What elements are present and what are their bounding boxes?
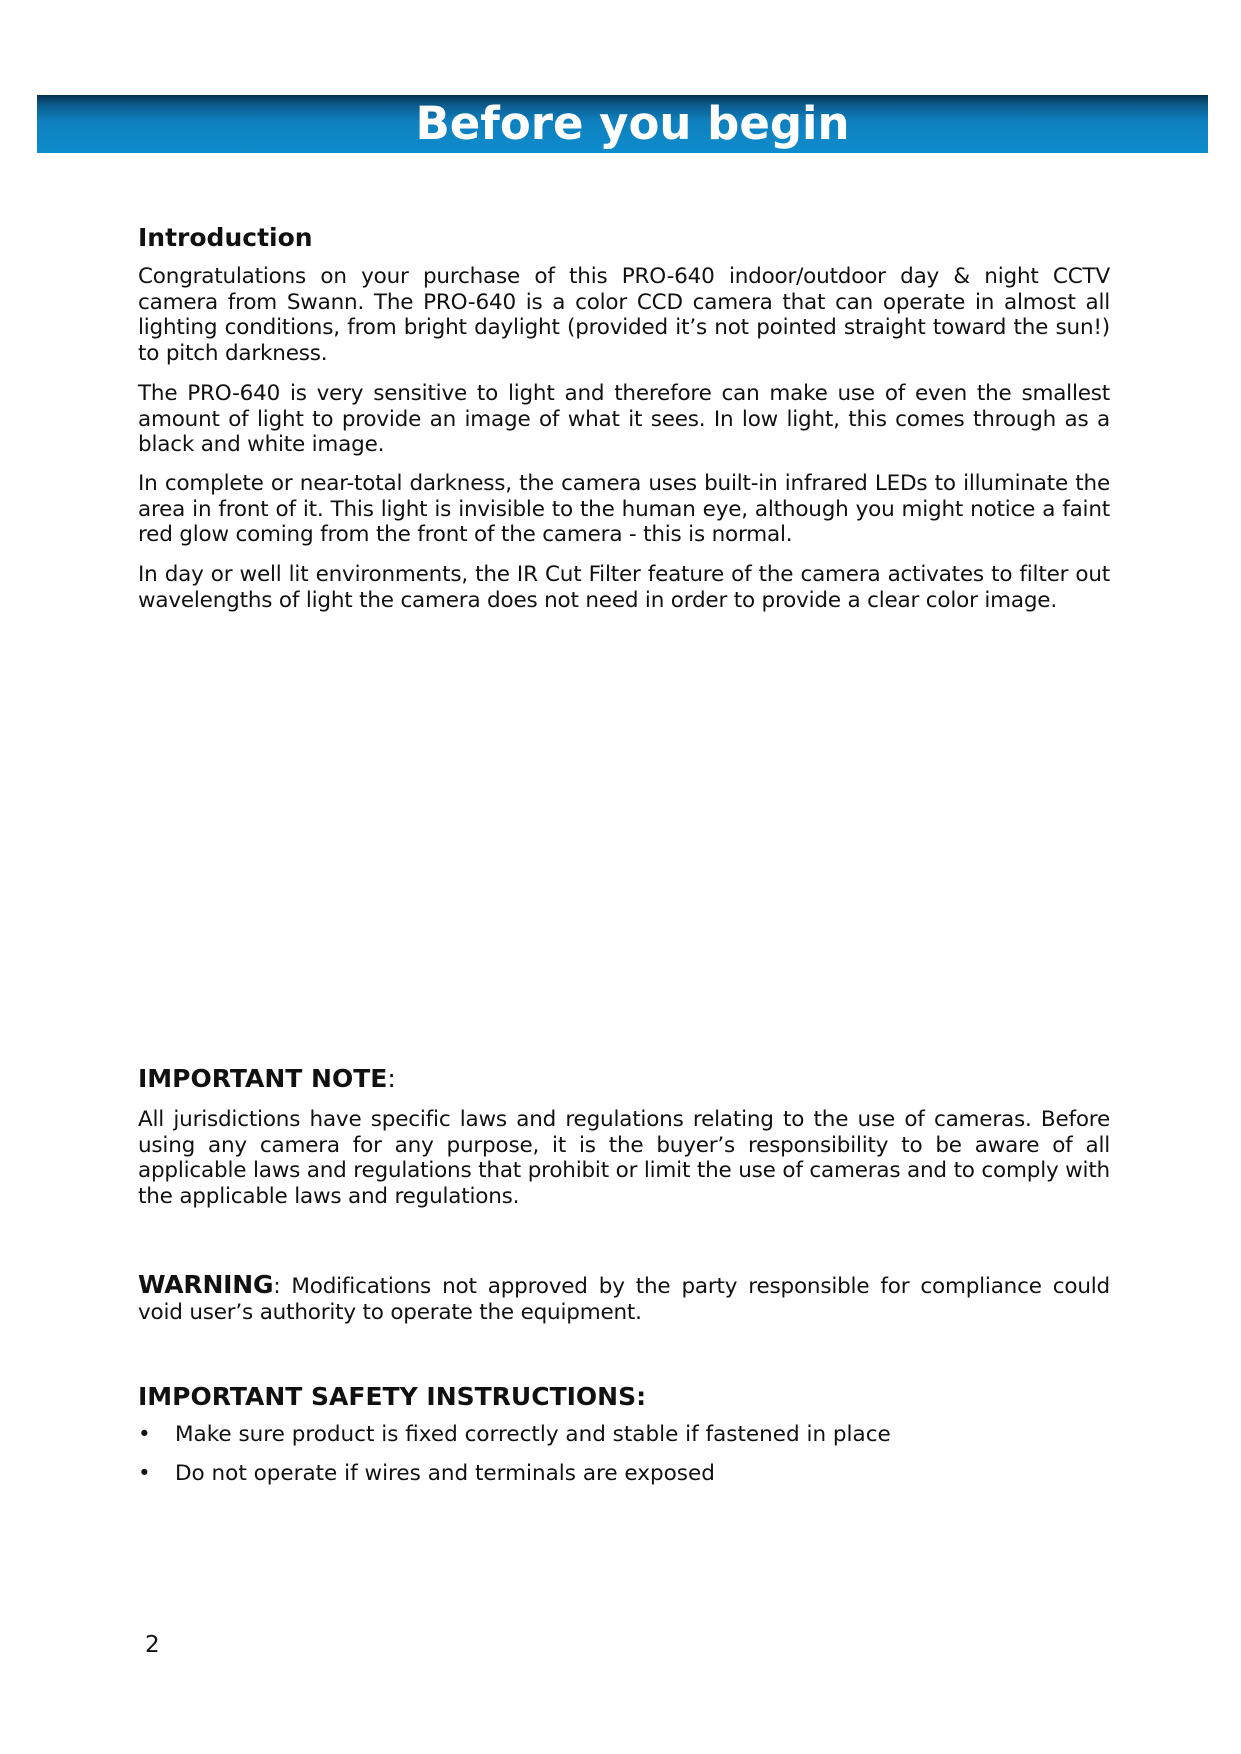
warning-text: : Modifications not approved by the party responsible for compliance could void user’s authority to operate the equipment. (138, 1274, 1110, 1325)
list-item (138, 1422, 1110, 1448)
page-number: 2 (145, 1632, 160, 1658)
safety-list (138, 1422, 1110, 1499)
important-note-label: IMPORTANT NOTE (138, 1064, 388, 1093)
safety-heading: IMPORTANT SAFETY INSTRUCTIONS: (138, 1382, 647, 1411)
intro-paragraph-4: In day or well lit environments, the IR Cut Filter feature of the camera activates to filter out wavelengths of light the camera does not need in order to provide a clear color image. (138, 562, 1110, 613)
intro-paragraph-1: Congratulations on your purchase of this PRO-640 indoor/outdoor day & night CCTV camera from Swann. The PRO-640 is a color CCD camera that can operate in almost all lighting conditions, from bright daylight (provided it’s not pointed straight toward the sun!) to pitch darkness. (138, 264, 1110, 366)
introduction-heading: Introduction (138, 223, 313, 252)
safety-item-text: Make sure product is fixed correctly and stable if fastened in place (175, 1422, 891, 1447)
warning-paragraph (138, 1272, 1110, 1325)
warning-label: WARNING (138, 1270, 274, 1299)
bullet-icon: • (138, 1422, 151, 1447)
header-banner (37, 95, 1208, 153)
important-note-heading (138, 1064, 396, 1094)
list-item (138, 1461, 1110, 1487)
intro-paragraph-2: The PRO-640 is very sensitive to light and therefore can make use of even the smallest amount of light to provide an image of what it sees. In low light, this comes through as a black and white image. (138, 381, 1110, 457)
page-title: Before you begin (415, 97, 850, 150)
safety-item-text: Do not operate if wires and terminals are exposed (175, 1460, 715, 1486)
important-note-colon: : (387, 1064, 396, 1093)
important-note-body: All jurisdictions have specific laws and regulations relating to the use of cameras. Before using any camera for any purpose, it is the buyer’s responsibility to be aware of all applicable laws and regulations that prohibit or limit the use of cameras and to comply with the applicable laws and regulations. (138, 1107, 1110, 1209)
bullet-icon: • (138, 1460, 151, 1486)
intro-paragraph-3: In complete or near-total darkness, the camera uses built-in infrared LEDs to illuminate the area in front of it. This light is invisible to the human eye, although you might notice a faint red glow coming from the front of the camera - this is normal. (138, 471, 1110, 547)
